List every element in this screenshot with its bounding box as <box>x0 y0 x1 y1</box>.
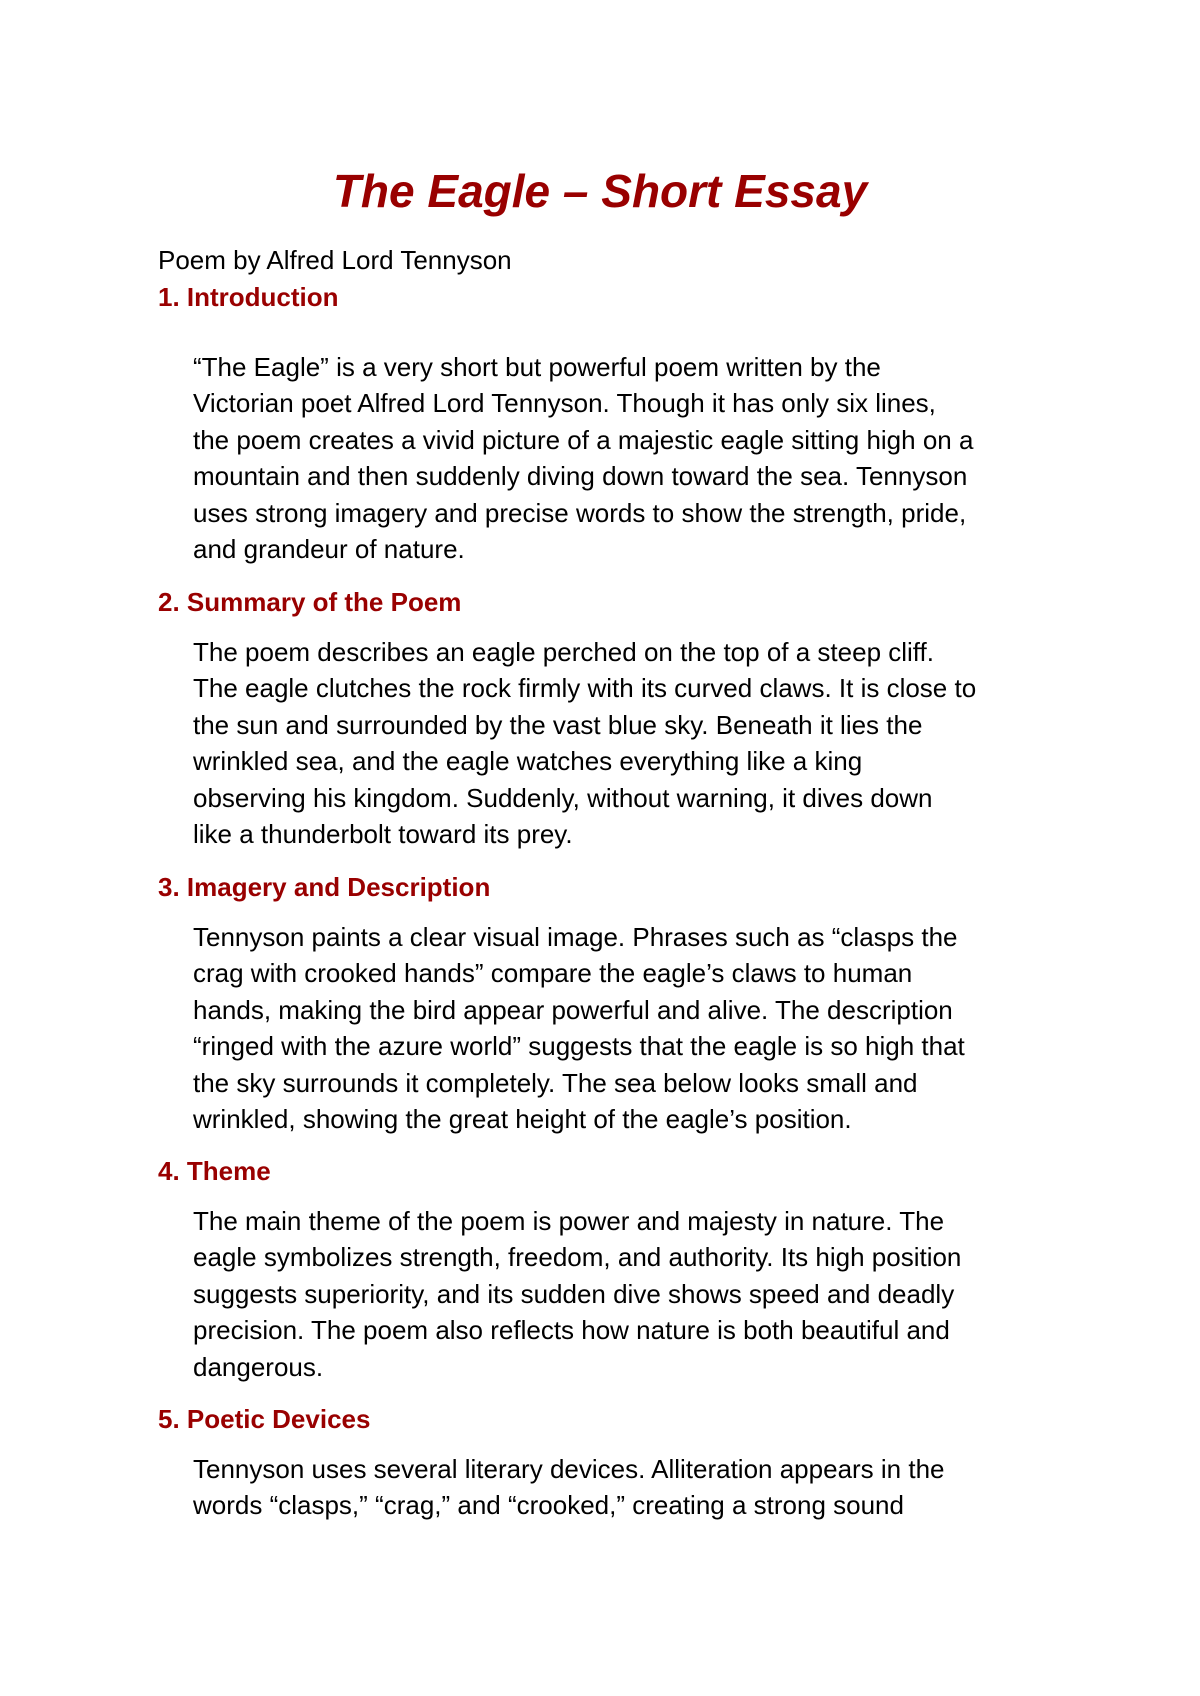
section-heading-imagery: 3. Imagery and Description <box>158 872 491 902</box>
text-line: mountain and then suddenly diving down toward the sea. Tennyson <box>193 461 968 492</box>
section-body-poetic-devices <box>193 1451 1073 1524</box>
document-subtitle: Poem by Alfred Lord Tennyson <box>158 245 512 275</box>
section-heading-poetic-devices: 5. Poetic Devices <box>158 1404 371 1434</box>
text-line: suggests superiority, and its sudden dive shows speed and deadly <box>193 1278 955 1309</box>
section-body-introduction <box>193 349 1073 567</box>
document-title: The Eagle – Short Essay <box>332 165 868 217</box>
section-body-imagery <box>193 919 1073 1137</box>
text-line: crag with crooked hands” compare the eagle’s claws to human <box>193 958 913 989</box>
text-line: precision. The poem also reflects how nature is both beautiful and <box>193 1315 950 1346</box>
text-line: The eagle clutches the rock firmly with its curved claws. It is close to <box>193 673 977 704</box>
text-line: uses strong imagery and precise words to show the strength, pride, <box>193 497 967 528</box>
text-line: The main theme of the poem is power and majesty in nature. The <box>193 1206 945 1236</box>
text-line: dangerous. <box>193 1351 324 1382</box>
section-body-theme <box>193 1203 1073 1385</box>
text-line: like a thunderbolt toward its prey. <box>193 819 573 850</box>
text-line: the sky surrounds it completely. The sea below looks small and <box>193 1067 918 1098</box>
text-line: Victorian poet Alfred Lord Tennyson. Though it has only six lines, <box>193 388 936 419</box>
text-line: wrinkled sea, and the eagle watches everything like a king <box>193 746 863 777</box>
text-line: wrinkled, showing the great height of the eagle’s position. <box>193 1104 852 1135</box>
text-line: “ringed with the azure world” suggests that the eagle is so high that <box>193 1031 965 1062</box>
text-line: Tennyson paints a clear visual image. Phrases such as “clasps the <box>193 922 958 952</box>
text-line: “The Eagle” is a very short but powerful poem written by the <box>193 352 881 382</box>
section-heading-summary: 2. Summary of the Poem <box>158 587 462 617</box>
text-line: words “clasps,” “crag,” and “crooked,” creating a strong sound <box>193 1490 904 1521</box>
text-line: the sun and surrounded by the vast blue sky. Beneath it lies the <box>193 709 923 740</box>
text-line: eagle symbolizes strength, freedom, and authority. Its high position <box>193 1242 962 1273</box>
text-line: and grandeur of nature. <box>193 534 465 565</box>
section-heading-theme: 4. Theme <box>158 1156 271 1186</box>
section-heading-introduction: 1. Introduction <box>158 282 339 312</box>
text-line: Tennyson uses several literary devices. Alliteration appears in the <box>193 1454 945 1484</box>
text-line: The poem describes an eagle perched on the top of a steep cliff. <box>193 637 934 667</box>
text-line: hands, making the bird appear powerful and alive. The description <box>193 994 953 1025</box>
text-line: the poem creates a vivid picture of a majestic eagle sitting high on a <box>193 424 974 455</box>
section-body-summary <box>193 634 1073 852</box>
text-line: observing his kingdom. Suddenly, without warning, it dives down <box>193 782 933 813</box>
